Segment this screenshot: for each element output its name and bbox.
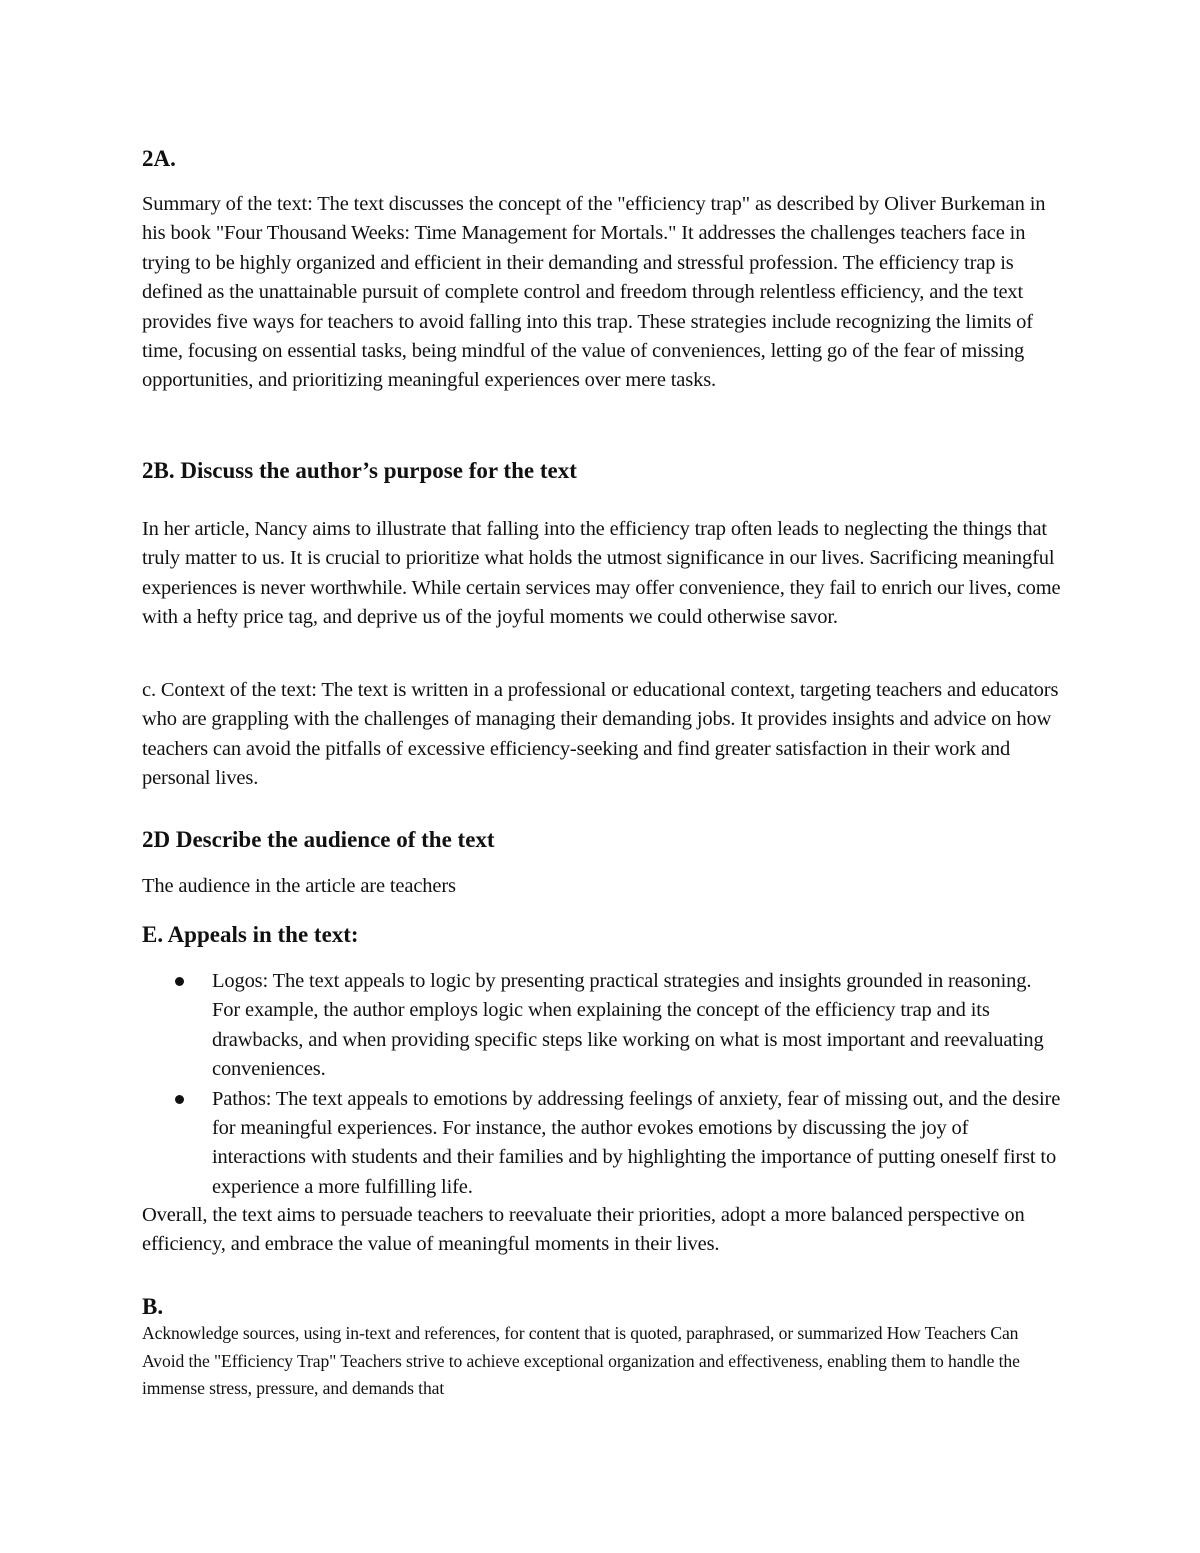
purpose-paragraph: In her article, Nancy aims to illustrate that falling into the efficiency trap often leads to neglecting the things that truly matter to us. It is crucial to prioritize what holds the utmost significance in our lives. Sacrificing meaningful experiences is never worthwhile. While certain services may offer convenience, they fail to enrich our lives, come with a hefty price tag, and deprive us of the joyful moments we could otherwise savor. (142, 518, 1061, 629)
heading-b: B. (142, 1294, 164, 1319)
sources-paragraph: Acknowledge sources, using in-text and references, for content that is quoted, paraphrased, or summarized How Teachers Can Avoid the "Efficiency Trap" Teachers strive to achieve exceptional organization and effectiveness, enabling them to handle the immense stress, pressure, and demands that (142, 1323, 1020, 1398)
heading-2d: 2D Describe the audience of the text (142, 827, 495, 852)
context-paragraph: c. Context of the text: The text is written in a professional or educational context, targeting teachers and educators who are grappling with the challenges of managing their demanding jobs. It provides insights and advice on how teachers can avoid the pitfalls of excessive efficiency-seeking and find greater satisfaction in their work and personal lives. (142, 679, 1059, 790)
bullet-icon (175, 977, 184, 986)
heading-2a: 2A. (142, 146, 176, 171)
heading-e: E. Appeals in the text: (142, 922, 359, 947)
appeal-pathos-text: Pathos: The text appeals to emotions by addressing feelings of anxiety, fear of missing out, and the desire for meaningful experiences. For instance, the author evokes emotions by discussing the joy of interactions with students and their families and by highlighting the importance of putting oneself first to experience a more fulfilling life. (212, 1087, 1061, 1198)
list-item (142, 967, 1062, 1085)
bullet-icon (175, 1095, 184, 1104)
overall-paragraph: Overall, the text aims to persuade teachers to reevaluate their priorities, adopt a more balanced perspective on efficiency, and embrace the value of meaningful moments in their lives. (142, 1204, 1025, 1256)
appeal-logos-text: Logos: The text appeals to logic by presenting practical strategies and insights grounded in reasoning. For example, the author employs logic when explaining the concept of the efficiency trap and its drawbacks, and when providing specific steps like working on what is most important and reevaluating conveniences. (212, 970, 1044, 1081)
list-item (142, 1085, 1062, 1203)
summary-paragraph: Summary of the text: The text discusses the concept of the "efficiency trap" as described by Oliver Burkeman in his book "Four Thousand Weeks: Time Management for Mortals." It addresses the challenges teachers face in trying to be highly organized and efficient in their demanding and stressful profession. The efficiency trap is defined as the unattainable pursuit of complete control and freedom through relentless efficiency, and the text provides five ways for teachers to avoid falling into this trap. These strategies include recognizing the limits of time, focusing on essential tasks, being mindful of the value of conveniences, letting go of the fear of missing opportunities, and prioritizing meaningful experiences over mere tasks. (142, 193, 1046, 392)
appeals-list (142, 967, 1062, 1202)
audience-paragraph: The audience in the article are teachers (142, 875, 456, 897)
heading-2b: 2B. Discuss the author’s purpose for the text (142, 458, 577, 483)
